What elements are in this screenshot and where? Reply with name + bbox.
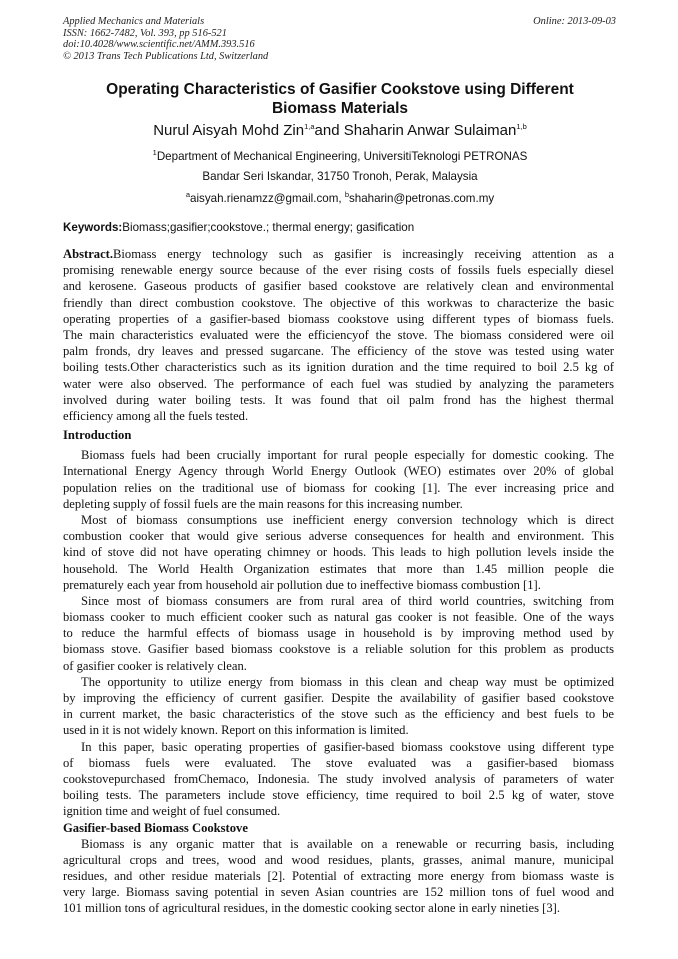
abstract-line: boiling tests.Other characteristics such as its ignition duration and the time required to boil 2.5 kg of xyxy=(63,360,614,375)
section2-line: very large. Biomass saving potential in seven Asian countries are 152 million tons of fuel wood and xyxy=(63,885,614,900)
abstract-text: Biomass energy technology such as gasifier is increasingly receiving attention as a xyxy=(113,247,614,261)
paper-title xyxy=(60,80,620,118)
affil-marker: 1 xyxy=(152,148,157,158)
author-2-affil: 1,b xyxy=(516,122,527,131)
section-heading-introduction: Introduction xyxy=(63,428,132,442)
affiliation-line-1 xyxy=(60,150,620,164)
journal-header xyxy=(63,16,268,62)
intro-line: depleting supply of fossil fuels are the main reasons for this increasing number. xyxy=(63,496,463,511)
section2-line: 101 million tons of agricultural residues, in the domestic cooking sector alone in early nineties [3]. xyxy=(63,901,560,916)
affil-dept: Department of Mechanical Engineering, UniversitiTeknologi PETRONAS xyxy=(156,150,528,163)
intro-line: biomass stove. Gasifier based biomass cookstove is a reliable solution for this problem as products xyxy=(63,642,614,657)
keywords-value: Biomass;gasifier;cookstove.; thermal energy; gasification xyxy=(122,221,415,234)
title-line-2: Biomass Materials xyxy=(271,100,409,117)
abstract-line: promising renewable energy source because of the ever rising costs of fossils fuels especially diesel xyxy=(63,263,614,278)
email-line xyxy=(60,192,620,206)
abstract-line: palm fronds, dry leaves and pressed sugarcane. The efficiency of the stove was tested using water xyxy=(63,344,614,359)
title-line-1: Operating Characteristics of Gasifier Cookstove using Different xyxy=(106,81,574,98)
intro-line: population relies on the traditional use of biomass for cooking [1]. The ever increasing price and xyxy=(63,480,614,495)
affiliation-line-2: Bandar Seri Iskandar, 31750 Tronoh, Perak, Malaysia xyxy=(202,170,478,183)
abstract xyxy=(63,246,614,424)
intro-line: In this paper, basic operating properties of gasifier-based biomass cookstove using different type xyxy=(81,739,614,754)
email-a-marker: a xyxy=(185,190,190,200)
abstract-line: The main characteristics evaluated were the efficiencyof the stove. The biomass considered were oil xyxy=(63,327,614,342)
intro-line: Most of biomass consumptions use inefficient energy conversion technology which is direct xyxy=(81,512,614,527)
journal-name: Applied Mechanics and Materials xyxy=(63,16,205,27)
section2-line: residues, and other residue materials [2]. Potential of extracting more energy from biomass waste is xyxy=(63,869,614,884)
email-b-marker: b xyxy=(344,190,349,200)
abstract-line: involved during water boiling tests. It was found that oil palm frond has the highest thermal xyxy=(63,392,614,407)
intro-line: Since most of biomass consumers are from rural area of third world countries, switching from xyxy=(81,593,614,608)
intro-line: Biomass fuels had been crucially important for rural people especially for domestic cooking. The xyxy=(81,448,614,463)
issn-line: ISSN: 1662-7482, Vol. 393, pp 516-521 xyxy=(63,27,227,39)
intro-line: to reduce the harmful effects of biomass usage in household is by improving method used by xyxy=(63,626,614,641)
abstract-line: friendly than direct combustion cookstove. The objective of this workwas to characterize the basic xyxy=(63,295,614,310)
email-b[interactable]: shaharin@petronas.com.my xyxy=(348,192,495,205)
intro-line: prematurely each year from household air pollution due to ineffective biomass combustion [1]. xyxy=(63,577,541,592)
abstract-line: and kerosene. Gaseous products of gasifier based cookstove are relatively clean and environmental xyxy=(63,279,614,294)
abstract-line: operating properties of a gasifier-based biomass cookstove using different types of biomass fuels. xyxy=(63,311,614,326)
author-list xyxy=(60,122,620,140)
intro-line: biomass cooker to much efficient cooker such as natural gas cooker is not feasible. One of the ways xyxy=(63,610,614,625)
intro-line: kind of stove did not have operating chimney or hoods. This leads to high pollution levels inside the xyxy=(63,545,614,560)
author-1-affil: 1,a xyxy=(304,122,315,131)
intro-line: by improving the efficiency of current gasifier. Despite the availability of gasifier based cookstove xyxy=(63,691,614,705)
keywords-label: Keywords: xyxy=(63,221,123,234)
intro-line: of biomass fuels were evaluated. The stove evaluated was a gasifier-based biomass xyxy=(63,755,614,770)
intro-line: of gasifier cooker is relatively clean. xyxy=(63,658,247,673)
intro-line: combustion cooker that would give serious adverse consequences for health and environment. This xyxy=(63,529,614,544)
abstract-line xyxy=(63,246,614,262)
intro-line: household. The World Health Organization estimates that more than 1.45 million people die xyxy=(63,561,614,576)
online-date: Online: 2013-09-03 xyxy=(533,16,616,27)
intro-line: in current market, the basic characteristics of the stove such as the efficiency and best fuels to be xyxy=(63,707,614,722)
section2-line: Biomass is any organic matter that is available on a renewable or recurring basis, including xyxy=(81,836,614,851)
abstract-label: Abstract. xyxy=(63,247,114,261)
introduction-section xyxy=(63,427,614,917)
abstract-line: efficiency among all the fuels tested. xyxy=(63,408,249,423)
intro-line: cookstovepurchased fromChemaco, Indonesia. The study involved analysis of parameters of water xyxy=(63,771,614,786)
abstract-line: water were also observed. The performance of each fuel was studied by analyzing the parameters xyxy=(63,376,614,391)
author-2: and Shaharin Anwar Sulaiman xyxy=(314,122,517,139)
section2-line: agricultural crops and trees, wood and wood residues, plants, grasses, animal manure, municipal xyxy=(63,852,614,867)
author-1: Nurul Aisyah Mohd Zin xyxy=(153,122,305,139)
intro-line: used in it is not widely known. Report on this information is limited. xyxy=(63,723,409,738)
keywords xyxy=(63,221,414,235)
section-heading-gasifier: Gasifier-based Biomass Cookstove xyxy=(63,820,248,835)
email-a[interactable]: aisyah.rienamzz@gmail.com, xyxy=(190,192,345,205)
copyright-line: © 2013 Trans Tech Publications Ltd, Switzerland xyxy=(63,50,269,62)
intro-line: boiling tests. The parameters include stove efficiency, time required to boil 2.5 kg of water, stove xyxy=(63,788,614,803)
intro-line: International Energy Agency through World Energy Outlook (WEO) estimates over 20% of global xyxy=(63,464,614,479)
doi-line[interactable]: doi:10.4028/www.scientific.net/AMM.393.516 xyxy=(63,39,255,50)
intro-line: The opportunity to utilize energy from biomass in this clean and cheap way must be optimized xyxy=(81,674,614,689)
intro-line: ignition time and weight of fuel consumed. xyxy=(63,804,281,819)
